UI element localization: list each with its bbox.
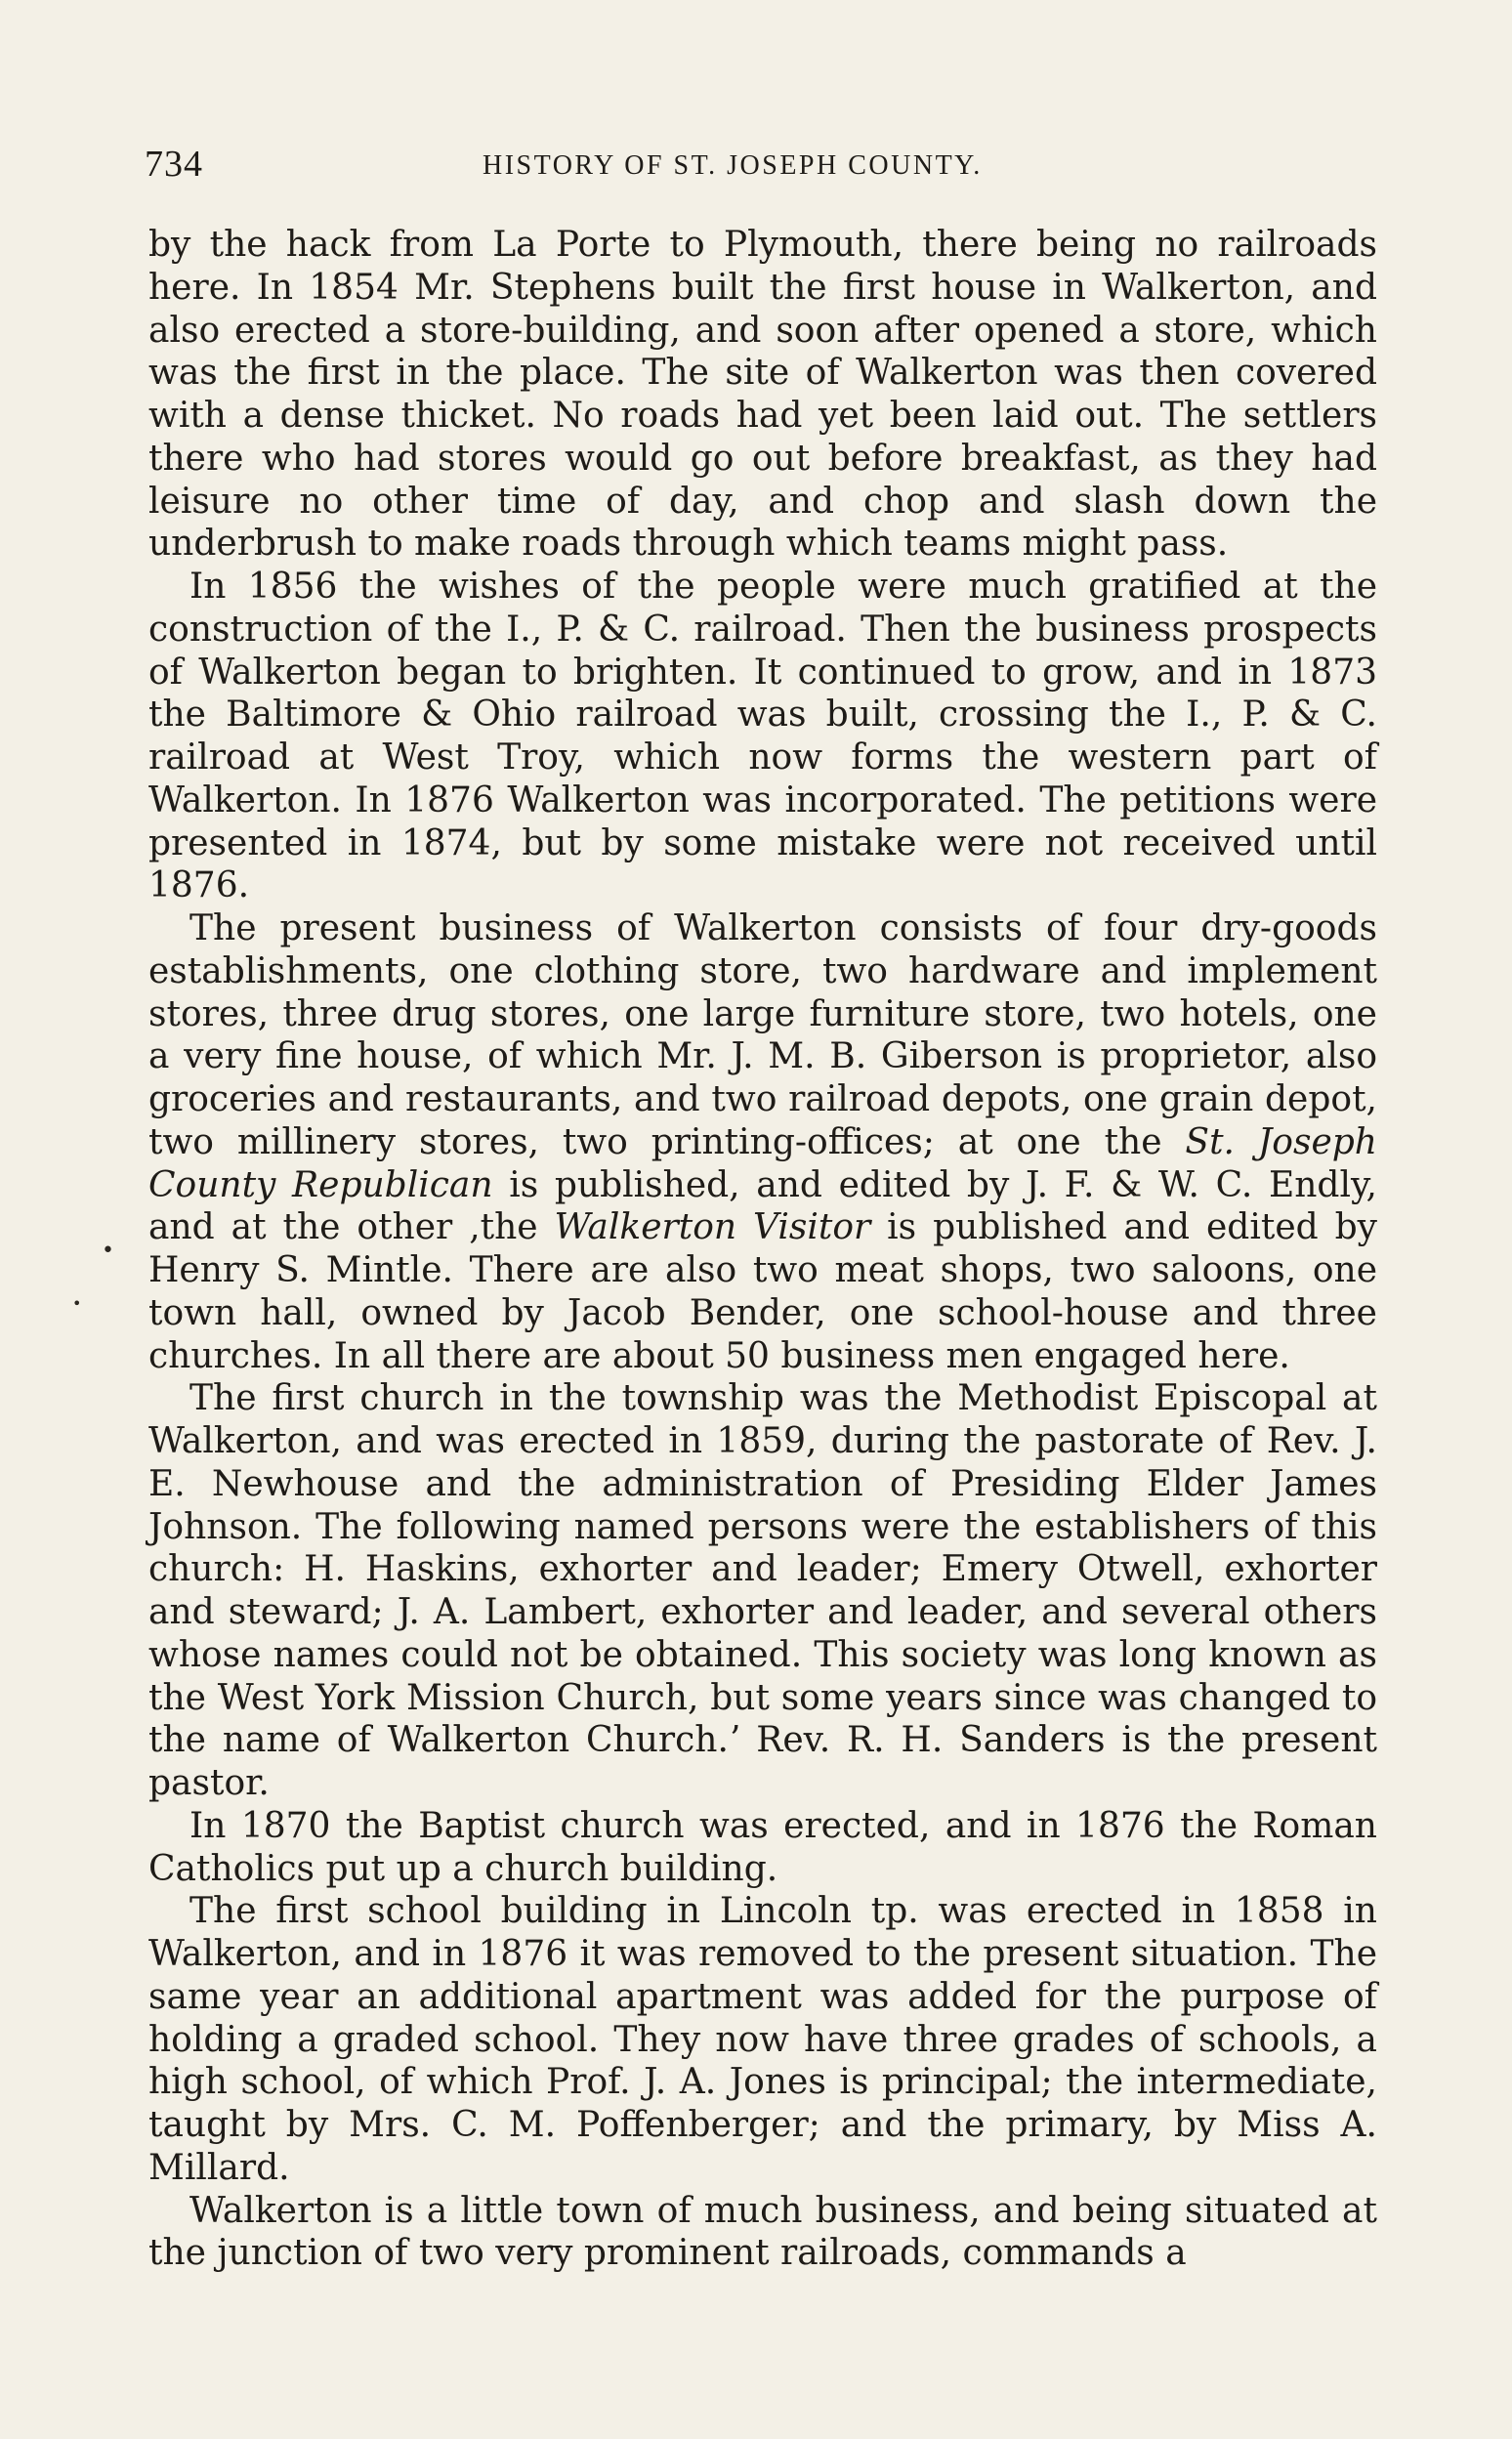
paragraph-first-church: The first church in the township was the Methodist Episcopal at Walkerton, and was erected in 1859, during the pastorate of Rev. J. E. Newhouse and the administration of Presiding Elder James Johnson. The following named persons were the establishers of this church: H. Haskins, exhorter and leader; Emery Otwell, exhorter and steward; J. A. Lambert, exhorter and leader, and several others whose names could not be obtained. This society was long known as the West York Mission Church, but some years since was changed to the name of Walkerton Church.ʼ Rev. R. H. Sanders is the present pastor. — [148, 1378, 1377, 1803]
paragraph-present-business — [148, 907, 1377, 1377]
business-text-part-1: The present business of Walkerton consists of four dry-goods establishments, one clothing store, two hardware and implement stores, three drug stores, one large furniture store, two hotels, one a very fine house, of which Mr. J. M. B. Giberson is proprietor, also groceries and restaurants, and two railroad depots, one grain depot, two millinery stores, two printing-offices; at one the — [148, 908, 1377, 1162]
margin-dot-mark: • — [72, 1294, 82, 1313]
paragraph-railroads: In 1856 the wishes of the people were much gratified at the construction of the I., P. & C. railroad. Then the business prospects of Walkerton began to brighten. It continued to grow, and in 1873 the Baltimore & Ohio railroad was built, crossing the I., P. & C. railroad at West Troy, which now forms the western part of Walkerton. In 1876 Walkerton was incorporated. The petitions were presented in 1874, but by some mistake were not received until 1876. — [148, 567, 1377, 906]
page-number: 734 — [145, 144, 203, 185]
body-text — [148, 224, 1377, 2275]
newspaper-title-visitor: Walkerton Visitor — [554, 1207, 871, 1248]
business-text-part-3: is published and edited by Henry S. Mintle. There are also two meat shops, two saloons, one town hall, owned by Jacob Bender, one school-house and three churches. In all there are about 50 business men engaged here. — [148, 1207, 1377, 1376]
newspaper-title-republican: St. Joseph County Republican — [148, 1121, 1377, 1205]
running-head — [145, 143, 1379, 191]
margin-dot-mark: • — [102, 1239, 114, 1263]
paragraph-baptist-catholic: In 1870 the Baptist church was erected, and in 1876 the Roman Catholics put up a church building. — [148, 1805, 1377, 1889]
paragraph-walkerton-summary: Walkerton is a little town of much business, and being situated at the junction of two very prominent railroads, commands a — [148, 2190, 1377, 2274]
paragraph-stephens-first-house: by the hack from La Porte to Plymouth, there being no railroads here. In 1854 Mr. Stephens built the first house in Walkerton, and also erected a store-building, and soon after opened a store, which was the first in the place. The site of Walkerton was then covered with a dense thicket. No roads had yet been laid out. The settlers there who had stores would go out before breakfast, as they had leisure no other time of day, and chop and slash down the underbrush to make roads through which teams might pass. — [148, 225, 1377, 565]
running-title: HISTORY OF ST. JOSEPH COUNTY. — [483, 150, 983, 181]
business-text-part-2: is published, and edited by J. F. & W. C. Endly, and at the other ,the — [148, 1164, 1377, 1248]
paragraph-first-school: The first school building in Lincoln tp. was erected in 1858 in Walkerton, and in 1876 it was removed to the present situation. The same year an additional apartment was added for the purpose of holding a graded school. They now have three grades of schools, a high school, of which Prof. J. A. Jones is principal; the intermediate, taught by Mrs. C. M. Poffenberger; and the primary, by Miss A. Millard. — [148, 1891, 1377, 2188]
